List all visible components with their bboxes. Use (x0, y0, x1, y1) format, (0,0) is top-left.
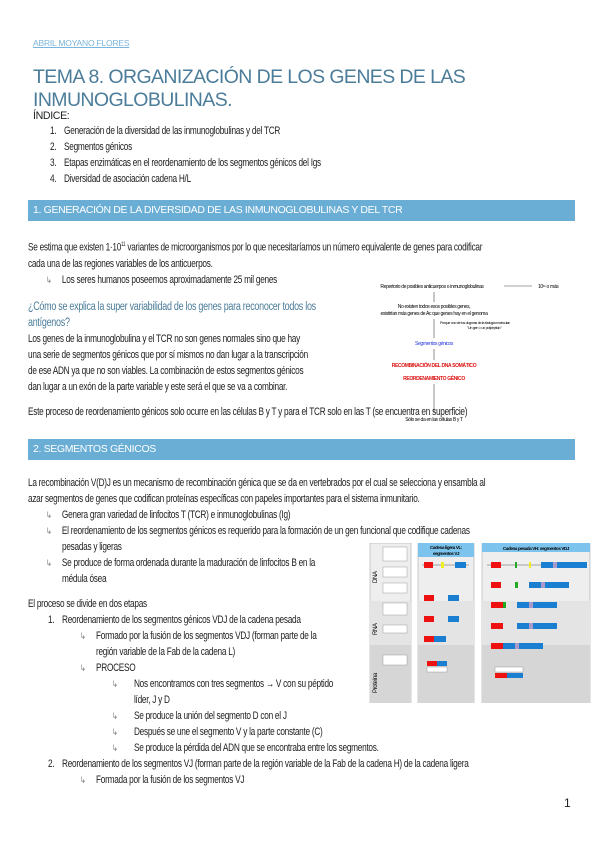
arrow-bullet-icon: ↳ (45, 510, 52, 520)
author-name[interactable]: ABRIL MOYANO FLORES (33, 38, 130, 48)
bullet-text: Se produce de forma ordenada durante la maduración de linfocitos B en la (61, 557, 316, 569)
vdj-recombination-figure (369, 543, 593, 703)
text: PROCESO (96, 662, 136, 674)
section1-header: 1. GENERACIÓN DE LA DIVERSIDAD DE LAS INMUNOGLOBULINAS Y DEL TCR (28, 200, 575, 221)
index-text: Etapas enzimáticas en el reordenamiento de los segmentos génicos del Igs (64, 157, 321, 169)
diagram-text: Segmentos génicos (415, 341, 453, 347)
text: antígenos? (28, 317, 70, 329)
section1-paragraph (28, 331, 308, 395)
diagram-text: RECOMBINACIÓN DEL DNA SOMÁTICO (391, 363, 477, 369)
page-title: TEMA 8. ORGANIZACIÓN DE LOS GENES DE LAS INMUNOGLOBULINAS. (33, 66, 466, 111)
diagram-text: existirían más genes de Ac que genes hay en el genoma (380, 311, 488, 317)
text: variantes de microorganismos por lo que necesitaríamos un número equivalente de genes para codificar (125, 241, 483, 254)
index-num: 1. (50, 125, 57, 137)
question-heading (28, 299, 316, 331)
arrow-bullet-icon: ↳ (111, 743, 118, 753)
panel-header: segmentos VJ (432, 551, 460, 556)
index-num: 2. (50, 141, 57, 153)
index-item (50, 171, 321, 187)
diagram-text: Sólo se da en las células B y T (405, 417, 463, 423)
arrow-bullet-icon: ↳ (80, 663, 86, 673)
diagram-text: "Un gen = un polipéptido" (467, 326, 502, 330)
text: dan lugar a un exón de la parte variable y este será el que se va a combinar. (28, 381, 288, 393)
diagram-text: REORDENAMIENTO GÉNICO (403, 376, 465, 382)
bullet-text: Genera gran variedad de linfocitos T (TCR) e inmunoglobulinas (Ig) (61, 509, 291, 521)
bullet-text: Los seres humanos poseemos aproximadamente 25 mil genes (61, 273, 278, 286)
text: azar segmentos de genes que codifican proteínas específicas con papeles importantes para el sistema inmunitario. (28, 493, 420, 505)
arrow-bullet-icon: ↳ (80, 631, 86, 641)
bullet-text: médula ósea (62, 573, 107, 585)
text: La recombinación V(D)J es un mecanismo de recombinación génica que se da en vertebrados por el cual se selecciona y ensambla al (28, 477, 486, 489)
text: región variable de la Fab de la cadena L) (96, 646, 236, 658)
panel-header: Cadena ligera VL: (429, 545, 463, 550)
text: ¿Cómo se explica la super variabilidad de los genes para reconocer todos los (28, 301, 316, 313)
arrow-bullet-icon: ↳ (111, 679, 118, 689)
text: líder, J y D (133, 694, 170, 706)
index-text: Generación de la diversidad de las inmunoglobulinas y del TCR (64, 125, 281, 137)
text: Después se une el segmento V y la parte constante (C) (133, 726, 323, 738)
index-text: Diversidad de asociación cadena H/L (64, 173, 191, 185)
text: de ese ADN ya que no son viables. La combinación de estos segmentos génicos (28, 365, 304, 377)
text: una serie de segmentos génicos que por sí mismos no dan lugar a la transcripción (28, 349, 308, 361)
arrow-bullet-icon: ↳ (45, 274, 52, 285)
bullet-text: El reordenamiento de los segmentos génicos es requerido para la formación de un gen funcional que codifique cadenas (61, 525, 470, 537)
list-num: 2. (47, 758, 55, 770)
text: Nos encontramos con tres segmentos → V con su péptido (133, 678, 334, 690)
text: Formado por la fusión de los segmentos VDJ (forman parte de la (96, 630, 317, 642)
text: Se produce la unión del segmento D con el J (133, 710, 287, 722)
index-item (50, 123, 321, 139)
arrow-bullet-icon: ↳ (111, 711, 118, 721)
diagram-text: Porque uno de los dogmas de la biología molecular: (440, 321, 511, 325)
row-label: Proteína (373, 673, 379, 693)
row-label: RNA (373, 623, 379, 635)
index-label: ÍNDICE: (33, 110, 70, 122)
text: Se estima que existen 1·10 (28, 241, 122, 254)
index-item (50, 155, 321, 171)
superscript: 11 (121, 242, 126, 248)
text: Los genes de la inmunoglobulina y el TCR no son genes normales sino que hay (28, 333, 300, 345)
bullet-text: pesadas y ligeras (62, 541, 122, 553)
index-text: Segmentos génicos (64, 141, 132, 153)
panel-header: Cadena pesada VH: segmentos VDJ (502, 546, 570, 551)
page-number: 1 (564, 796, 571, 810)
diagram-text: 10¹¹ o más (538, 284, 559, 290)
text: El proceso se divide en dos etapas (28, 598, 147, 610)
index-num: 4. (50, 173, 57, 185)
text: Formada por la fusión de los segmentos VJ (96, 774, 245, 786)
text: Reordenamiento de los segmentos génicos VDJ de la cadena pesada (62, 614, 301, 626)
arrow-bullet-icon: ↳ (45, 558, 52, 568)
index-item (50, 139, 321, 155)
text: cada una de las regiones variables de los anticuerpos. (28, 257, 213, 270)
arrow-bullet-icon: ↳ (45, 526, 52, 536)
section2-header: 2. SEGMENTOS GÉNICOS (28, 439, 575, 460)
row-label: DNA (373, 571, 379, 583)
text: Reordenamiento de los segmentos VJ (forman parte de la región variable de la Fab de la cadena H) de la cadena ligera (62, 758, 469, 770)
text: Se produce la pérdida del ADN que se encontraba entre los segmentos. (133, 742, 379, 754)
list-num: 1. (47, 614, 55, 626)
arrow-bullet-icon: ↳ (111, 727, 118, 737)
index-num: 3. (50, 157, 57, 169)
diagram-text: No existen todos esos posibles genes, (397, 304, 471, 310)
section1-conclusion: Este proceso de reordenamiento génicos solo ocurre en las células B y T y para el TCR solo en las T (se encuentra en superficie) (28, 406, 468, 418)
index-list (50, 123, 321, 187)
arrow-bullet-icon: ↳ (80, 775, 86, 785)
diagram-text: Repertorio de posibles anticuerpos o inmunoglobulinas (380, 284, 484, 290)
